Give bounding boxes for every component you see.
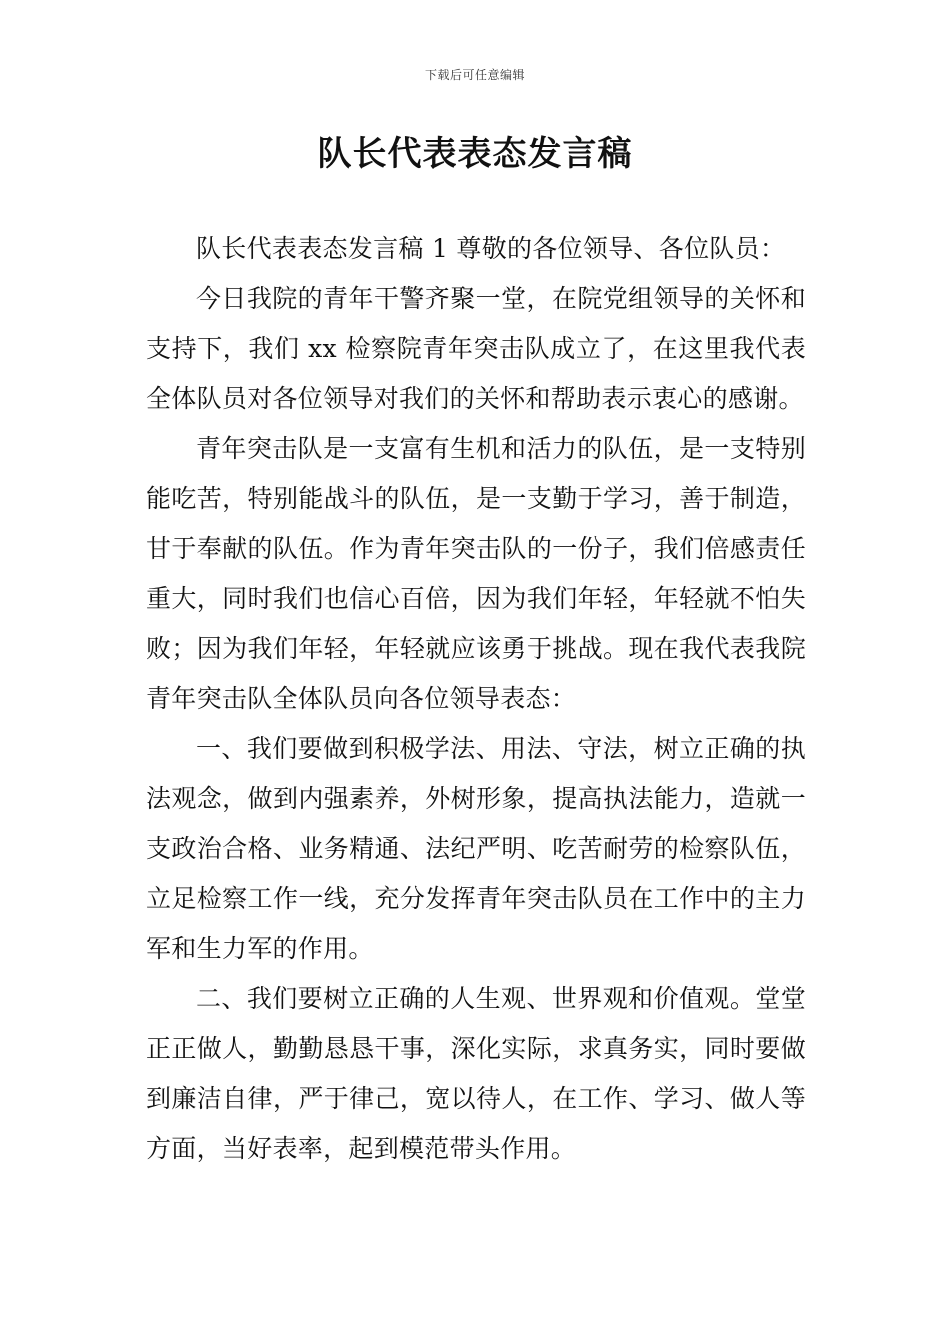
paragraph-team-description: 青年突击队是一支富有生机和活力的队伍，是一支特别能吃苦，特别能战斗的队伍，是一支勤于学习，善于制造，甘于奉献的队伍。作为青年突击队的一份子，我们倍感责任重大，同时我们也信心百倍，因为我们年轻，年轻就不怕失败；因为我们年轻，年轻就应该勇于挑战。现在我代表我院青年突击队全体队员向各位领导表态： [146, 434, 806, 713]
paragraph-pledge-one: 一、我们要做到积极学法、用法、守法，树立正确的执法观念，做到内强素养，外树形象，提高执法能力，造就一支政治合格、业务精通、法纪严明、吃苦耐劳的检察队伍，立足检察工作一线，充分发挥青年突击队员在工作中的主力军和生力军的作用。 [146, 734, 806, 963]
document-body [146, 224, 806, 1174]
paragraph-intro: 今日我院的青年干警齐聚一堂，在院党组领导的关怀和支持下，我们 xx 检察院青年突击队成立了，在这里我代表全体队员对各位领导对我们的关怀和帮助表示衷心的感谢。 [146, 284, 806, 413]
header-note: 下载后可任意编辑 [424, 68, 525, 82]
paragraph-salutation: 队长代表表态发言稿 1 尊敬的各位领导、各位队员： [196, 234, 786, 263]
document-title: 队长代表表态发言稿 [317, 134, 633, 174]
paragraph-pledge-two: 二、我们要树立正确的人生观、世界观和价值观。堂堂正正做人，勤勤恳恳干事，深化实际，求真务实，同时要做到廉洁自律，严于律己，宽以待人，在工作、学习、做人等方面，当好表率，起到模范带头作用。 [146, 984, 806, 1163]
